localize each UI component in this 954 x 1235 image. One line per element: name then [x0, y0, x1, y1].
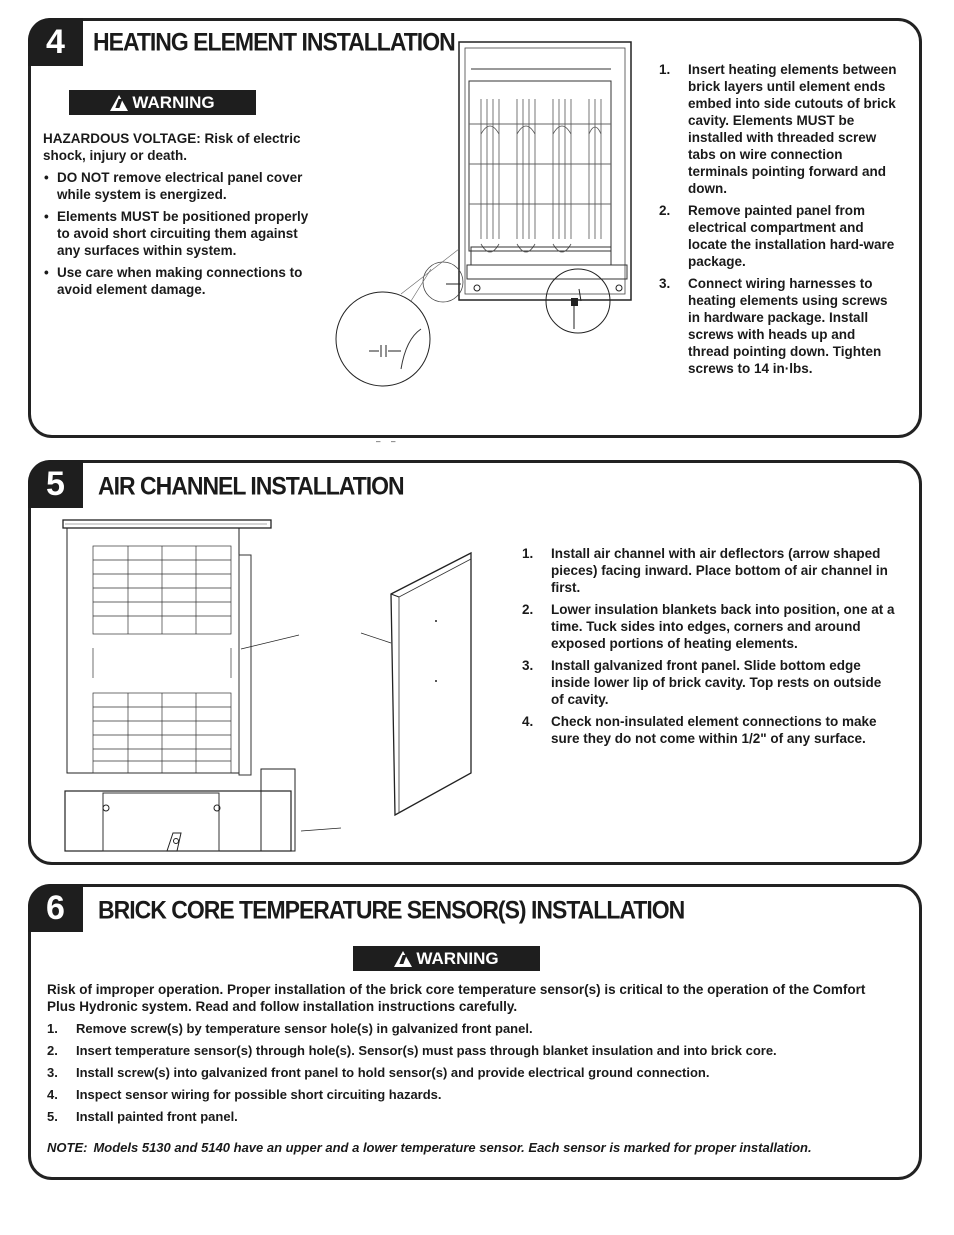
- list-item: 5. Install painted front panel.: [47, 1109, 238, 1124]
- list-item: 4. Inspect sensor wiring for possible short circuiting hazards.: [47, 1087, 442, 1102]
- warning-triangle-icon: [110, 95, 128, 111]
- section-heating-element: [28, 18, 922, 446]
- warning-text: Risk of improper operation. Proper installation of the brick core temperature sensor(s) is critical to the operation of the Comfort Plus Hydronic system. Read and follow installation instructions carefully.: [47, 982, 866, 1014]
- section-temperature-sensor: [28, 884, 922, 1180]
- section5-steps: [522, 545, 897, 752]
- warning-banner: [69, 90, 256, 115]
- section6-steps: [47, 1020, 897, 1130]
- hazard-bullets: [43, 169, 318, 298]
- list-item: 2. Lower insulation blankets back into position, one at a time. Tuck sides into edges, corners and around exposed portions of heating elements.: [522, 602, 895, 651]
- list-item: 1. Install air channel with air deflectors (arrow shaped pieces) facing inward. Place bottom of air channel in first.: [522, 546, 888, 595]
- section-air-channel: [28, 460, 922, 865]
- list-item: 2. Insert temperature sensor(s) through hole(s). Sensor(s) must pass through blanket insulation and into brick core.: [47, 1043, 777, 1058]
- warning-label: WARNING: [416, 948, 499, 968]
- note-text: Models 5130 and 5140 have an upper and a lower temperature sensor. Each sensor is marked for proper installation.: [93, 1140, 812, 1155]
- hazard-text-block: [43, 130, 318, 303]
- heating-element-diagram: [331, 39, 651, 446]
- list-item: • DO NOT remove electrical panel cover while system is energized.: [43, 169, 318, 203]
- list-item: 3. Install galvanized front panel. Slide bottom edge inside lower lip of brick cavity. Top rests on outside of cavity.: [522, 658, 882, 707]
- section-title: AIR CHANNEL INSTALLATION: [98, 472, 404, 501]
- section-number: 5: [28, 460, 83, 508]
- warning-banner: [353, 946, 540, 971]
- warning-label: WARNING: [132, 92, 215, 112]
- list-item: 1. Insert heating elements between brick layers until element ends embed into side cutouts of brick cavity. Elements MUST be installed with threaded screw tabs on wire connection terminals pointing forward and down.: [659, 62, 897, 196]
- list-item: 3. Install screw(s) into galvanized front panel to hold sensor(s) and provide electrical ground connection.: [47, 1065, 710, 1080]
- svg-text:–: –: [391, 437, 396, 446]
- section-number: 6: [28, 884, 83, 932]
- svg-text:–: –: [376, 437, 381, 446]
- list-item: 4. Check non-insulated element connections to make sure they do not come within 1/2" of any surface.: [522, 714, 877, 746]
- list-item: • Use care when making connections to avoid element damage.: [43, 264, 318, 298]
- note: [47, 1139, 897, 1156]
- note-label: NOTE:: [47, 1140, 88, 1155]
- section-title: BRICK CORE TEMPERATURE SENSOR(S) INSTALLATION: [98, 896, 685, 925]
- list-item: 3. Connect wiring harnesses to heating elements using screws in hardware package. Install screws with heads up and thread pointing down. Tighten screws to 14 in·lbs.: [659, 276, 888, 376]
- list-item: 1. Remove screw(s) by temperature sensor hole(s) in galvanized front panel.: [47, 1021, 533, 1036]
- air-channel-diagram: [31, 503, 511, 863]
- list-item: • Elements MUST be positioned properly to avoid short circuiting them against any surfaces within system.: [43, 208, 318, 259]
- warning-triangle-icon: [394, 951, 412, 967]
- section-number: 4: [28, 18, 83, 66]
- section-title: HEATING ELEMENT INSTALLATION: [93, 28, 455, 57]
- hazard-heading: HAZARDOUS VOLTAGE: Risk of electric shock, injury or death.: [43, 131, 301, 163]
- list-item: 2. Remove painted panel from electrical compartment and locate the installation hard-ware package.: [659, 203, 895, 269]
- section4-steps: [659, 61, 899, 382]
